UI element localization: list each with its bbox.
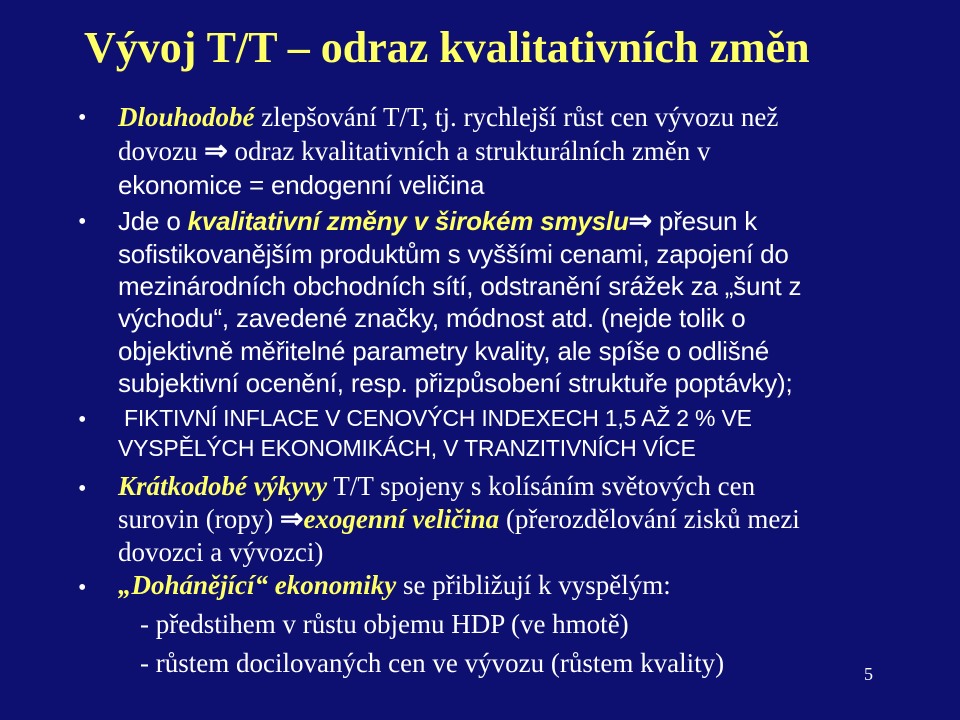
- bullet-2-line-2: sofistikovanějším produktům s vyššími cenami, zapojení do: [118, 239, 789, 269]
- bullet-3-line-1: FIKTIVNÍ INFLACE V CENOVÝCH INDEXECH 1,5 AŽ 2 % VE: [124, 405, 752, 431]
- emphasis-text: kvalitativní změny v širokém smyslu: [187, 206, 629, 236]
- bullet-dot: •: [78, 209, 87, 235]
- bullet-2-line-6: subjektivní ocenění, resp. přizpůsobení struktuře poptávky);: [118, 368, 793, 398]
- sub-item-1: - předstihem v růstu objemu HDP (ve hmotě): [140, 609, 629, 639]
- emphasis-text: exogenní veličina: [303, 504, 500, 534]
- bullet-3-line-2: VYSPĚLÝCH EKONOMIKÁCH, V TRANZITIVNÍCH VÍCE: [118, 435, 696, 461]
- bullet-dot: •: [78, 476, 87, 502]
- text: surovin (ropy): [118, 504, 280, 534]
- bullet-2-line-1: [118, 207, 757, 235]
- emphasis-text: Krátkodobé výkyvy: [118, 471, 328, 501]
- bullet-2-line-4: východu“, zavedené značky, módnost atd. (nejde tolik o: [118, 303, 746, 333]
- bullet-dot: •: [78, 105, 87, 131]
- slide-title: Vývoj T/T – odraz kvalitativních změn: [84, 23, 810, 72]
- bullet-4-line-3: dovozci a vývozci): [118, 537, 324, 567]
- implies-arrow-icon: ⇒: [204, 136, 228, 167]
- page-number: 5: [864, 664, 873, 684]
- emphasis-text: „Dohánějící“ ekonomiky: [118, 570, 397, 600]
- bullet-4-line-2: [118, 506, 800, 534]
- emphasis-text: Dlouhodobé: [118, 102, 255, 132]
- bullet-dot: •: [78, 407, 87, 433]
- text: dovozu: [118, 136, 205, 166]
- implies-arrow-icon: ⇒: [628, 205, 652, 236]
- bullet-2-line-5: objektivně měřitelné parametry kvality, ale spíše o odlišné: [118, 336, 770, 366]
- bullet-1-line-3: ekonomice = endogenní veličina: [118, 170, 485, 200]
- text: (přerozdělování zisků mezi: [499, 504, 800, 534]
- bullet-2-line-3: mezinárodních obchodních sítí, odstranění srážek za „šunt z: [118, 271, 802, 301]
- text: T/T spojeny s kolísáním světových cen: [327, 471, 756, 501]
- bullet-1-line-1: [118, 104, 778, 131]
- bullet-4-line-1: [118, 473, 755, 500]
- text: odraz kvalitativních a strukturálních změn v: [234, 136, 711, 166]
- bullet-5-line-1: [118, 572, 671, 599]
- bullet-dot: •: [78, 575, 87, 601]
- bullet-1-line-2: [118, 138, 711, 166]
- text: Jde o: [118, 206, 188, 236]
- implies-arrow-icon: ⇒: [279, 504, 304, 535]
- text: se přibližují k vyspělým:: [396, 570, 671, 600]
- text: zlepšování T/T, tj. rychlejší růst cen vývozu než: [254, 102, 779, 132]
- sub-item-2: - růstem docilovaných cen ve vývozu (růstem kvality): [140, 648, 725, 678]
- text: přesun k: [651, 206, 758, 236]
